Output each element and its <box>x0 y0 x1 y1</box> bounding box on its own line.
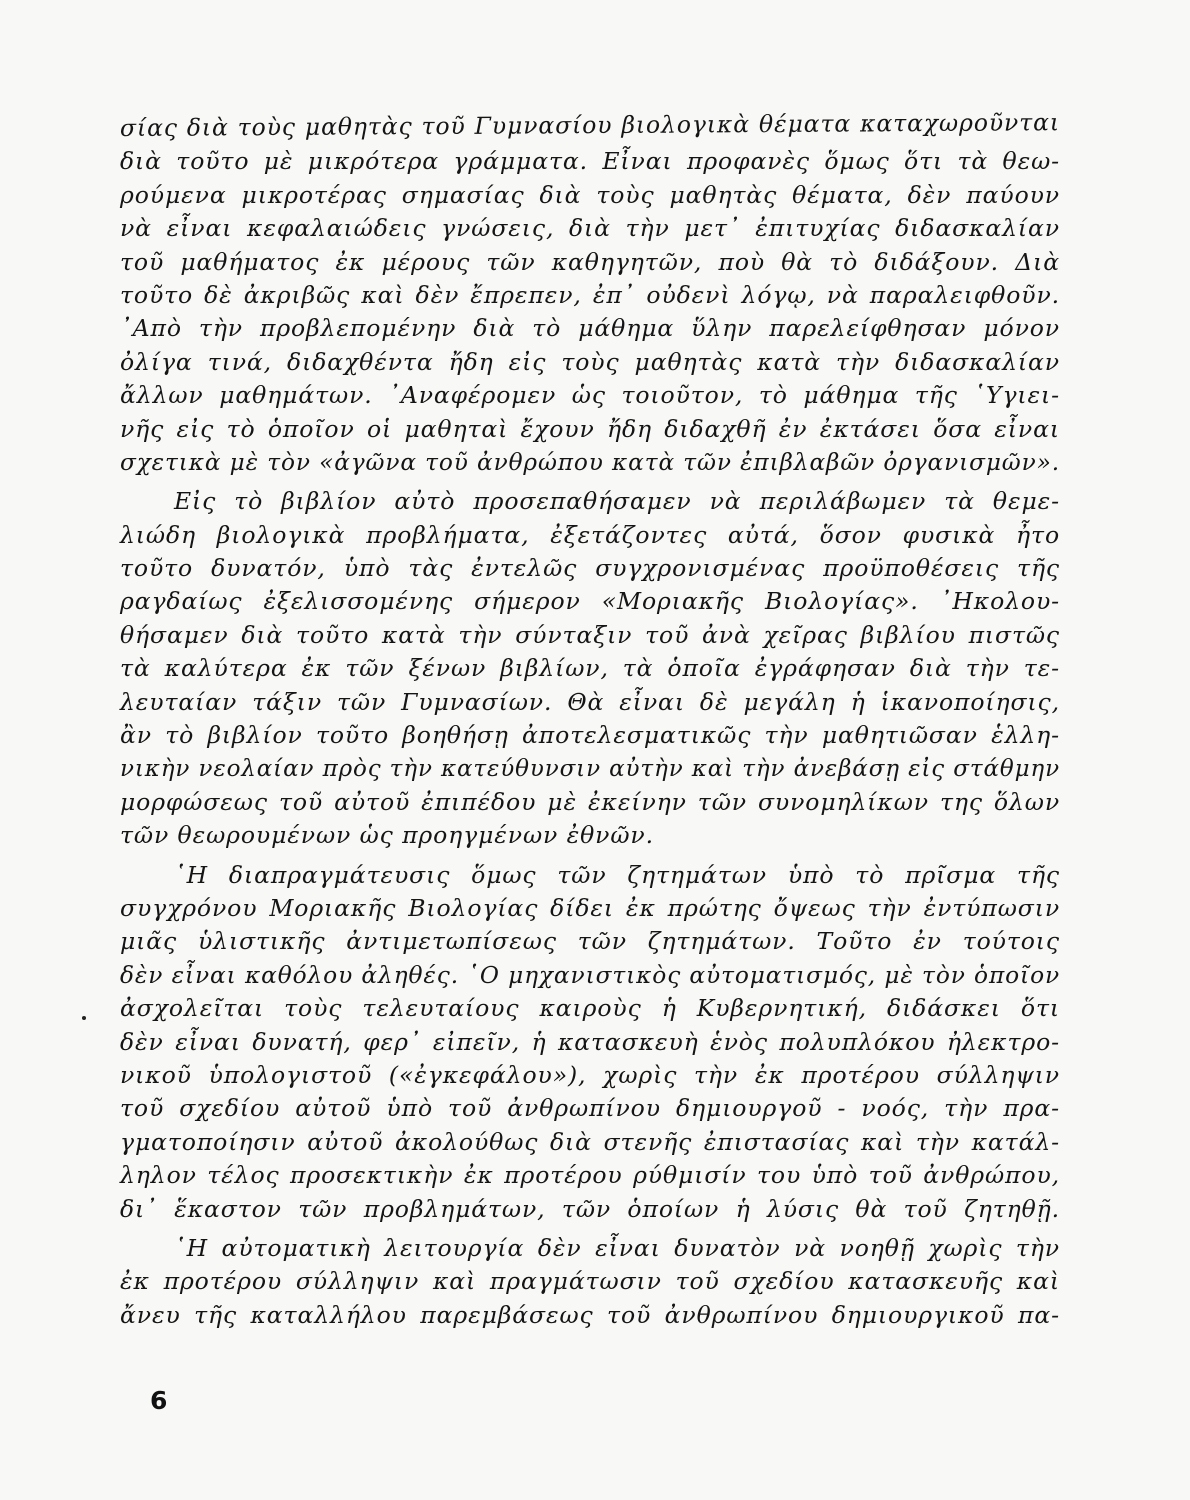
text-line: δὲν εἶναι δυνατή, φερ᾽ εἰπεῖν, ἡ κατασκευὴ ἑνὸς πολυπλόκου ἠλεκτρο- <box>120 1027 1060 1056</box>
text-line: τοῦτο δυνατόν, ὑπὸ τὰς ἐντελῶς συγχρονισμένας προϋποθέσεις τῆς <box>120 554 1060 583</box>
text-line: τοῦ σχεδίου αὐτοῦ ὑπὸ τοῦ ἀνθρωπίνου δημιουργοῦ - νοός, τὴν πρα- <box>120 1094 1060 1123</box>
text-line: νῆς εἰς τὸ ὁποῖον οἱ μαθηταὶ ἔχουν ἤδη διδαχθῆ ἐν ἐκτάσει ὅσα εἶναι <box>120 414 1060 443</box>
text-line: ῾Η διαπραγμάτευσις ὅμως τῶν ζητημάτων ὑπὸ τὸ πρῖσμα τῆς <box>174 860 1060 889</box>
text-line: ἄλλων μαθημάτων. ᾽Αναφέρομεν ὡς τοιοῦτον, τὸ μάθημα τῆς ῾Υγιει- <box>120 381 1060 410</box>
text-line: ληλον τέλος προσεκτικὴν ἐκ προτέρου ρύθμισίν του ὑπὸ τοῦ ἀνθρώπου, <box>120 1161 1060 1190</box>
text-line: ᾽Απὸ τὴν προβλεπομένην διὰ τὸ μάθημα ὕλην παρελείφθησαν μόνον <box>120 314 1060 343</box>
text-line: δι᾽ ἕκαστον τῶν προβλημάτων, τῶν ὁποίων ἡ λύσις θὰ τοῦ ζητηθῇ. <box>120 1194 1060 1223</box>
text-line: ρούμενα μικροτέρας σημασίας διὰ τοὺς μαθητὰς θέματα, δὲν παύουν <box>120 180 1060 209</box>
text-line: ραγδαίως ἐξελισσομένης σήμερον «Μοριακῆς Βιολογίας». ᾽Ηκολου- <box>120 587 1060 616</box>
text-line: νικὴν νεολαίαν πρὸς τὴν κατεύθυνσιν αὐτὴν καὶ τὴν ἀνεβάσῃ εἰς στάθμην <box>120 754 1060 783</box>
text-line: μορφώσεως τοῦ αὐτοῦ ἐπιπέδου μὲ ἐκείνην τῶν συνομηλίκων της ὅλων <box>120 787 1060 816</box>
text-line: γματοποίησιν αὐτοῦ ἀκολούθως διὰ στενῆς ἐπιστασίας καὶ τὴν κατάλ- <box>120 1127 1060 1156</box>
text-line: τὰ καλύτερα ἐκ τῶν ξένων βιβλίων, τὰ ὁποῖα ἐγράφησαν διὰ τὴν τε- <box>120 654 1060 683</box>
text-line: τῶν θεωρουμένων ὡς προηγμένων ἐθνῶν. <box>120 821 654 850</box>
text-line: δὲν εἶναι καθόλου ἀληθές. ῾Ο μηχανιστικὸς αὐτοματισμός, μὲ τὸν ὁποῖον <box>120 960 1061 989</box>
text-line: νὰ εἶναι κεφαλαιώδεις γνώσεις, διὰ τὴν μετ᾽ ἐπιτυχίας διδασκαλίαν <box>120 214 1060 243</box>
text-line: Εἰς τὸ βιβλίον αὐτὸ προσεπαθήσαμεν νὰ περιλάβωμεν τὰ θεμε- <box>174 487 1060 516</box>
paragraph-2 <box>120 485 1060 852</box>
text-line: λευταίαν τάξιν τῶν Γυμνασίων. Θὰ εἶναι δὲ μεγάλη ἡ ἱκανοποίησις, <box>120 687 1060 716</box>
text-line: ὀλίγα τινά, διδαχθέντα ἤδη εἰς τοὺς μαθητὰς κατὰ τὴν διδασκαλίαν <box>120 347 1060 376</box>
text-line: διὰ τοῦτο μὲ μικρότερα γράμματα. Εἶναι προφανὲς ὅμως ὅτι τὰ θεω- <box>120 147 1060 176</box>
text-line: θήσαμεν διὰ τοῦτο κατὰ τὴν σύνταξιν τοῦ ἀνὰ χεῖρας βιβλίου πιστῶς <box>120 620 1060 649</box>
paragraph-4 <box>120 1232 1060 1332</box>
paragraph-1 <box>119 108 1061 479</box>
text-line: ἂν τὸ βιβλίον τοῦτο βοηθήσῃ ἀποτελεσματικῶς τὴν μαθητιῶσαν ἑλλη- <box>120 721 1060 750</box>
text-line: μιᾶς ὑλιστικῆς ἀντιμετωπίσεως τῶν ζητημάτων. Τοῦτο ἐν τούτοις <box>120 927 1060 956</box>
text-line: νικοῦ ὑπολογιστοῦ («ἐγκεφάλου»), χωρὶς τὴν ἐκ προτέρου σύλληψιν <box>120 1060 1060 1089</box>
page-number: 6 <box>150 1386 168 1415</box>
text-line: τοῦτο δὲ ἀκριβῶς καὶ δὲν ἔπρεπεν, ἐπ᾽ οὐδενὶ λόγῳ, νὰ παραλειφθοῦν. <box>120 280 1060 309</box>
text-line: ἐκ προτέρου σύλληψιν καὶ πραγμάτωσιν τοῦ σχεδίου κατασκευῆς καὶ <box>120 1267 1060 1296</box>
text-line: σίας διὰ τοὺς μαθητὰς τοῦ Γυμνασίου βιολογικὰ θέματα καταχωροῦνται <box>119 108 1061 142</box>
body-text <box>119 108 1061 1332</box>
text-line: τοῦ μαθήματος ἐκ μέρους τῶν καθηγητῶν, ποὺ θὰ τὸ διδάξουν. Διὰ <box>120 247 1060 276</box>
text-line: συγχρόνου Μοριακῆς Βιολογίας δίδει ἐκ πρώτης ὄψεως τὴν ἐντύπωσιν <box>120 893 1060 922</box>
text-line: σχετικὰ μὲ τὸν «ἀγῶνα τοῦ ἀνθρώπου κατὰ τῶν ἐπιβλαβῶν ὀργανισμῶν». <box>120 447 1060 476</box>
paragraph-3 <box>120 859 1060 1226</box>
text-line: ἀσχολεῖται τοὺς τελευταίους καιροὺς ἡ Κυβερνητική, διδάσκει ὅτι <box>120 994 1060 1023</box>
text-line: λιώδη βιολογικὰ προβλήματα, ἐξετάζοντες αὐτά, ὅσον φυσικὰ ἦτο <box>120 520 1060 549</box>
text-line: ῾Η αὐτοματικὴ λειτουργία δὲν εἶναι δυνατὸν νὰ νοηθῇ χωρὶς τὴν <box>174 1233 1060 1262</box>
text-line: ἄνευ τῆς καταλλήλου παρεμβάσεως τοῦ ἀνθρωπίνου δημιουργικοῦ πα- <box>120 1300 1060 1329</box>
scan-speck <box>82 1016 86 1020</box>
